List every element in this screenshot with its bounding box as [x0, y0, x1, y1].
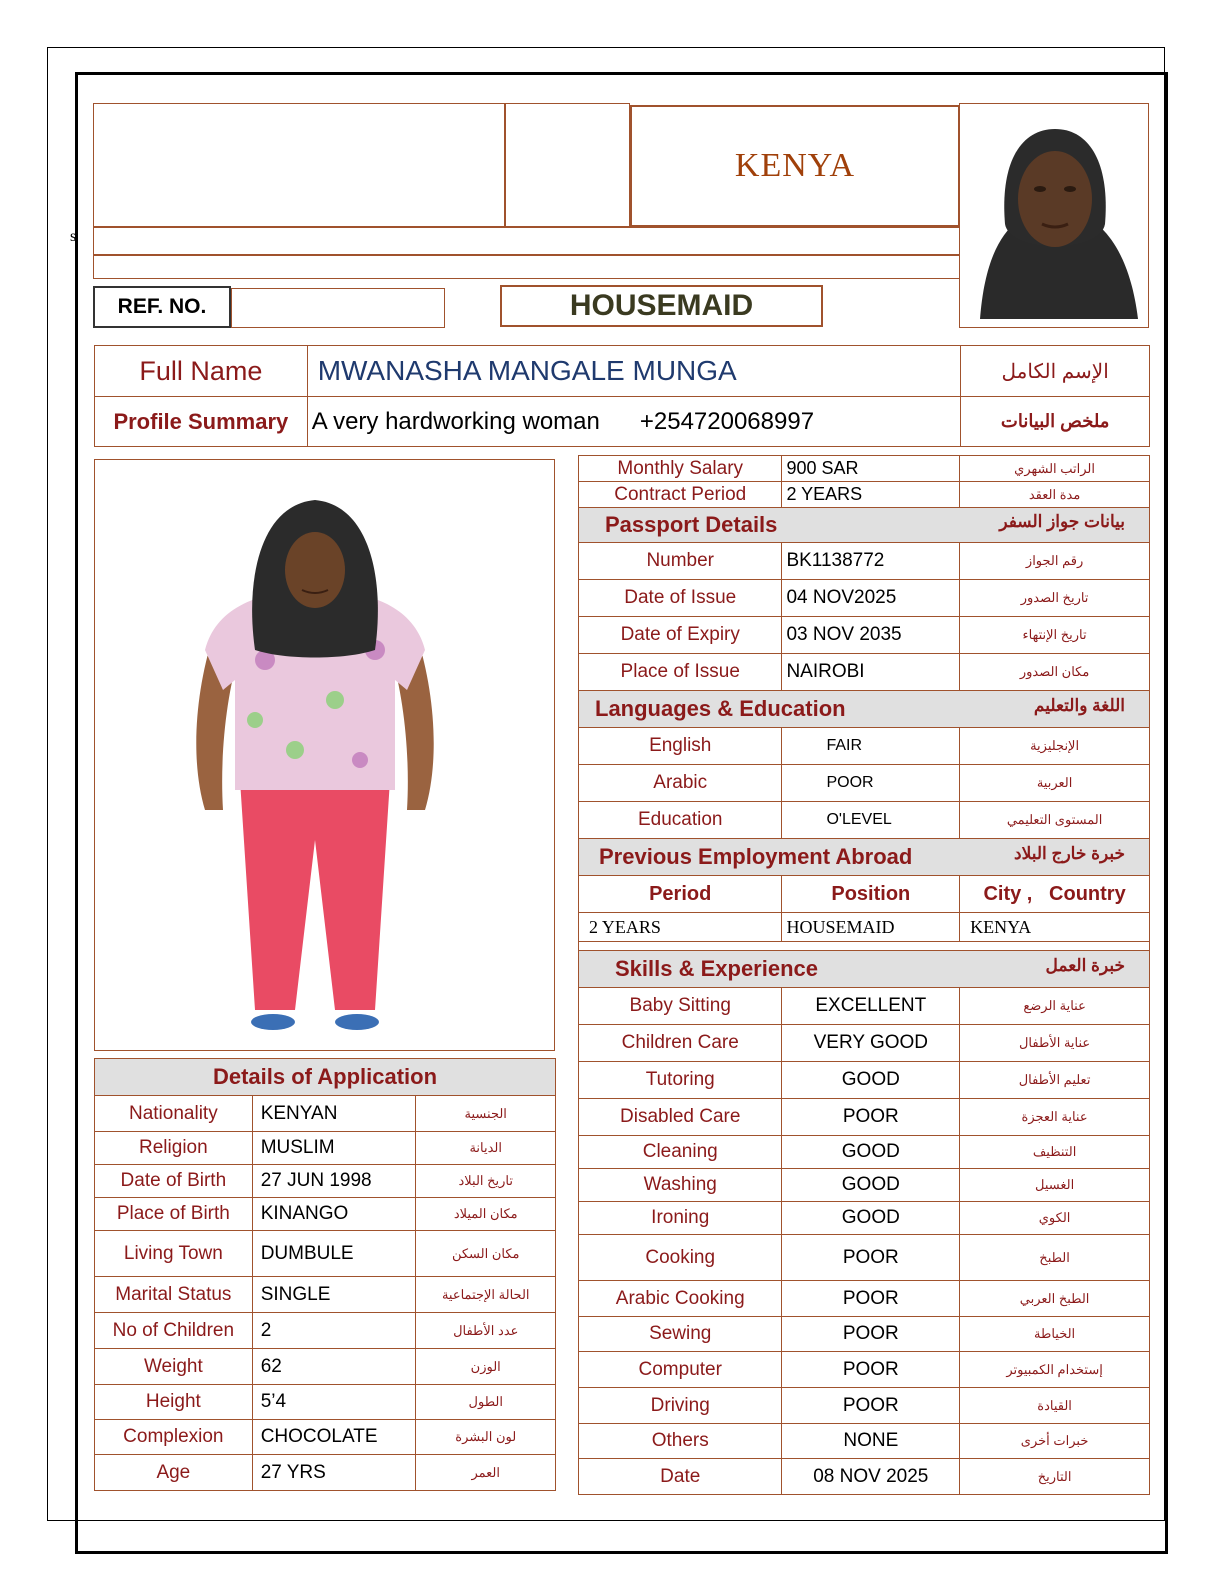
language-row	[579, 802, 1150, 839]
application-row-value: 5’4	[252, 1385, 416, 1420]
skill-row-label: Disabled Care	[579, 1099, 782, 1136]
application-row-label: Height	[95, 1385, 253, 1420]
skill-row	[579, 1388, 1150, 1424]
contract-row-arabic: مدة العقد	[960, 482, 1150, 508]
header-blank-cell	[93, 103, 505, 227]
skill-row	[579, 1235, 1150, 1281]
application-row-arabic: الديانة	[416, 1132, 556, 1165]
profile-summary-value: A very hardworking woman +254720068997	[307, 397, 961, 447]
language-row-arabic: العربية	[960, 765, 1150, 802]
passport-row	[579, 654, 1150, 691]
skill-row-value: POOR	[782, 1352, 960, 1388]
passport-row-label: Date of Expiry	[579, 617, 782, 654]
application-row-label: Complexion	[95, 1420, 253, 1455]
language-row-arabic: الإنجليزية	[960, 728, 1150, 765]
contract-row	[579, 482, 1150, 508]
employment-section-arabic: خبرة خارج البلاد	[1014, 844, 1125, 863]
skill-row-arabic: التاريخ	[960, 1459, 1150, 1495]
application-row	[95, 1455, 556, 1491]
skill-row-label: Driving	[579, 1388, 782, 1424]
employment-row	[579, 913, 1150, 942]
skill-row	[579, 1317, 1150, 1352]
skill-row-label: Children Care	[579, 1025, 782, 1062]
skill-row-value: POOR	[782, 1099, 960, 1136]
employment-country: KENYA	[960, 913, 1150, 942]
skill-row-value: POOR	[782, 1281, 960, 1317]
skill-row-label: Ironing	[579, 1202, 782, 1235]
application-row-arabic: عدد الأطفال	[416, 1313, 556, 1349]
skill-row-arabic: الخياطة	[960, 1317, 1150, 1352]
application-row-arabic: الحالة الإجتماعية	[416, 1277, 556, 1313]
skill-row-arabic: عناية الرضع	[960, 988, 1150, 1025]
skill-row	[579, 1062, 1150, 1099]
application-row	[95, 1165, 556, 1198]
application-row-label: Age	[95, 1455, 253, 1491]
application-row-value: DUMBULE	[252, 1231, 416, 1277]
passport-row-arabic: رقم الجواز	[960, 543, 1150, 580]
application-row-label: No of Children	[95, 1313, 253, 1349]
details-table	[578, 455, 1150, 1495]
application-row-label: Living Town	[95, 1231, 253, 1277]
application-row-arabic: الجنسية	[416, 1096, 556, 1132]
full-name-label: Full Name	[95, 346, 308, 397]
languages-section-title: Languages & Education	[595, 696, 846, 721]
contract-row-value: 900 SAR	[782, 456, 960, 482]
skill-row-value: GOOD	[782, 1169, 960, 1202]
spacer-row	[579, 942, 1150, 951]
passport-section-header	[579, 508, 1150, 543]
passport-section-arabic: بيانات جواز السفر	[999, 512, 1125, 531]
passport-row-value: 04 NOV2025	[782, 580, 960, 617]
skill-row-label: Arabic Cooking	[579, 1281, 782, 1317]
skill-row-value: EXCELLENT	[782, 988, 960, 1025]
application-row-value: CHOCOLATE	[252, 1420, 416, 1455]
skill-row-arabic: خبرات أخرى	[960, 1424, 1150, 1459]
skill-row-label: Cleaning	[579, 1136, 782, 1169]
country-title: KENYA	[630, 105, 960, 227]
skill-row	[579, 1202, 1150, 1235]
skills-section-title: Skills & Experience	[615, 956, 818, 981]
application-row	[95, 1349, 556, 1385]
application-row-value: MUSLIM	[252, 1132, 416, 1165]
skill-row-arabic: تعليم الأطفال	[960, 1062, 1150, 1099]
skill-row-arabic: الغسيل	[960, 1169, 1150, 1202]
skills-section-header	[579, 951, 1150, 988]
passport-row-value: NAIROBI	[782, 654, 960, 691]
passport-row	[579, 617, 1150, 654]
skill-row-value: GOOD	[782, 1202, 960, 1235]
application-row-arabic: تاريخ البلاد	[416, 1165, 556, 1198]
contract-row	[579, 456, 1150, 482]
ref-number-field	[231, 288, 445, 328]
skill-row	[579, 1281, 1150, 1317]
skill-row-arabic: عناية العجزة	[960, 1099, 1150, 1136]
skill-row-value: POOR	[782, 1235, 960, 1281]
employment-section-title: Previous Employment Abroad	[599, 844, 913, 869]
header-blank-row	[93, 227, 960, 255]
passport-row-arabic: تاريخ الإنتهاء	[960, 617, 1150, 654]
passport-row-label: Date of Issue	[579, 580, 782, 617]
language-row-label: Education	[579, 802, 782, 839]
ref-number-label: REF. NO.	[93, 286, 231, 328]
application-row	[95, 1385, 556, 1420]
application-row	[95, 1231, 556, 1277]
profile-table	[94, 345, 1150, 447]
application-row-label: Nationality	[95, 1096, 253, 1132]
passport-row-arabic: مكان الصدور	[960, 654, 1150, 691]
skill-row-label: Sewing	[579, 1317, 782, 1352]
profile-summary-arabic: ملخص البيانات	[961, 397, 1150, 447]
contract-row-label: Monthly Salary	[579, 456, 782, 482]
skill-row-label: Date	[579, 1459, 782, 1495]
header-blank-row	[93, 255, 960, 279]
contract-row-arabic: الراتب الشهري	[960, 456, 1150, 482]
skill-row-value: POOR	[782, 1317, 960, 1352]
application-row-arabic: الوزن	[416, 1349, 556, 1385]
skill-row	[579, 1424, 1150, 1459]
skill-row-value: NONE	[782, 1424, 960, 1459]
skill-row-label: Others	[579, 1424, 782, 1459]
passport-row-value: BK1138772	[782, 543, 960, 580]
skill-row-label: Cooking	[579, 1235, 782, 1281]
full-body-photo	[94, 459, 555, 1051]
application-row	[95, 1132, 556, 1165]
skill-row	[579, 1099, 1150, 1136]
skill-row-arabic: الطبخ العربي	[960, 1281, 1150, 1317]
skill-row	[579, 1136, 1150, 1169]
application-row-value: 62	[252, 1349, 416, 1385]
skill-row-value: POOR	[782, 1388, 960, 1424]
skills-section-arabic: خبرة العمل	[1045, 956, 1125, 975]
skill-row-arabic: الطبخ	[960, 1235, 1150, 1281]
application-row	[95, 1277, 556, 1313]
language-row	[579, 728, 1150, 765]
passport-row	[579, 543, 1150, 580]
skill-row	[579, 1459, 1150, 1495]
application-row-arabic: مكان الميلاد	[416, 1198, 556, 1231]
profile-summary-label: Profile Summary	[95, 397, 308, 447]
portrait-photo	[959, 103, 1149, 328]
header-blank-cell	[505, 103, 630, 227]
skill-row	[579, 1352, 1150, 1388]
employment-header-country: City , Country	[960, 876, 1150, 913]
skill-row-label: Tutoring	[579, 1062, 782, 1099]
application-row	[95, 1198, 556, 1231]
application-row-label: Marital Status	[95, 1277, 253, 1313]
language-row	[579, 765, 1150, 802]
full-name-value: MWANASHA MANGALE MUNGA	[307, 346, 961, 397]
side-mark: s	[70, 228, 77, 245]
skill-row-arabic: الكوي	[960, 1202, 1150, 1235]
employment-header-period: Period	[579, 876, 782, 913]
skill-row-value: GOOD	[782, 1136, 960, 1169]
employment-period: 2 YEARS	[579, 913, 782, 942]
language-row-value: FAIR	[782, 728, 960, 765]
languages-section-arabic: اللغة والتعليم	[1033, 696, 1125, 715]
application-row-arabic: لون البشرة	[416, 1420, 556, 1455]
employment-position: HOUSEMAID	[782, 913, 960, 942]
skill-row-value: 08 NOV 2025	[782, 1459, 960, 1495]
application-section-title: Details of Application	[95, 1059, 556, 1096]
skill-row-label: Washing	[579, 1169, 782, 1202]
employment-header-position: Position	[782, 876, 960, 913]
skill-row-value: GOOD	[782, 1062, 960, 1099]
application-row	[95, 1420, 556, 1455]
contract-row-value: 2 YEARS	[782, 482, 960, 508]
full-name-arabic: الإسم الكامل	[961, 346, 1150, 397]
application-row-arabic: الطول	[416, 1385, 556, 1420]
skill-row-label: Computer	[579, 1352, 782, 1388]
skill-row	[579, 1025, 1150, 1062]
application-row-label: Religion	[95, 1132, 253, 1165]
application-row-value: 27 YRS	[252, 1455, 416, 1491]
skill-row-arabic: عناية الأطفال	[960, 1025, 1150, 1062]
application-row-value: KINANGO	[252, 1198, 416, 1231]
skill-row-value: VERY GOOD	[782, 1025, 960, 1062]
application-row	[95, 1313, 556, 1349]
passport-row-label: Number	[579, 543, 782, 580]
application-row-arabic: العمر	[416, 1455, 556, 1491]
language-row-arabic: المستوى التعليمي	[960, 802, 1150, 839]
application-row-value: SINGLE	[252, 1277, 416, 1313]
skill-row-arabic: التنظيف	[960, 1136, 1150, 1169]
passport-row	[579, 580, 1150, 617]
application-row-label: Weight	[95, 1349, 253, 1385]
passport-row-value: 03 NOV 2035	[782, 617, 960, 654]
skill-row-arabic: القيادة	[960, 1388, 1150, 1424]
application-row-value: 2	[252, 1313, 416, 1349]
language-row-label: Arabic	[579, 765, 782, 802]
skill-row-label: Baby Sitting	[579, 988, 782, 1025]
application-row-arabic: مكان السكن	[416, 1231, 556, 1277]
skill-row	[579, 988, 1150, 1025]
skill-row	[579, 1169, 1150, 1202]
application-row-value: 27 JUN 1998	[252, 1165, 416, 1198]
language-row-value: POOR	[782, 765, 960, 802]
passport-section-title: Passport Details	[605, 512, 778, 537]
application-row-label: Date of Birth	[95, 1165, 253, 1198]
language-row-label: English	[579, 728, 782, 765]
contract-row-label: Contract Period	[579, 482, 782, 508]
application-row-value: KENYAN	[252, 1096, 416, 1132]
employment-section-header	[579, 839, 1150, 876]
application-row-label: Place of Birth	[95, 1198, 253, 1231]
language-row-value: O'LEVEL	[782, 802, 960, 839]
passport-row-label: Place of Issue	[579, 654, 782, 691]
application-table	[94, 1058, 556, 1491]
skill-row-arabic: إستخدام الكمبيوتر	[960, 1352, 1150, 1388]
passport-row-arabic: تاريخ الصدور	[960, 580, 1150, 617]
application-row	[95, 1096, 556, 1132]
languages-section-header	[579, 691, 1150, 728]
job-title: HOUSEMAID	[500, 285, 823, 327]
